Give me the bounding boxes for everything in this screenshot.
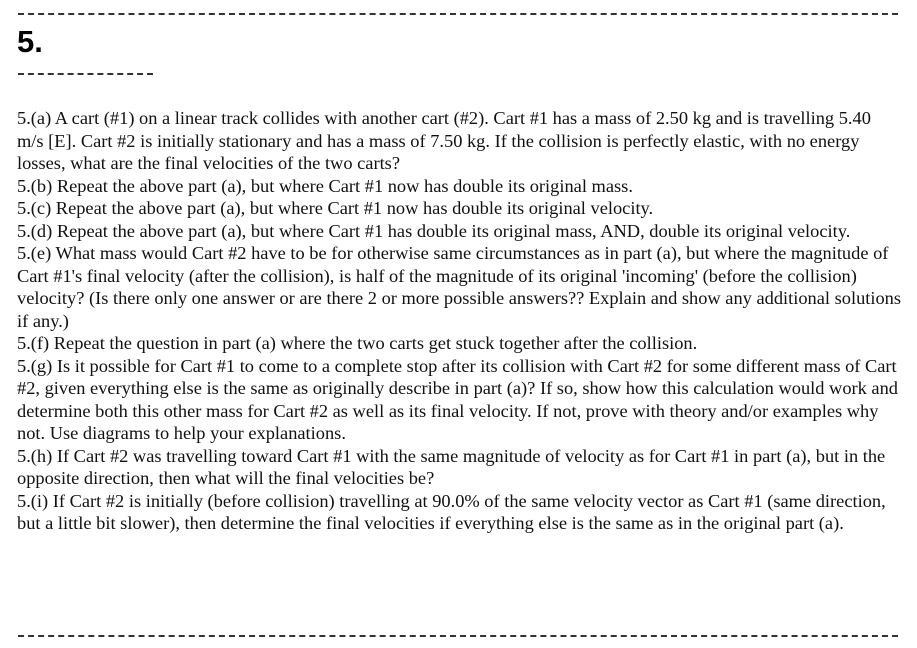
question-body: [17, 107, 902, 535]
question-5g: 5.(g) Is it possible for Cart #1 to come to a complete stop after its collision with Cart #2 for some different mass of Cart #2, given everything else is the same as originally describe in part (a)? If so, show how this calculation would work and determine both this other mass for Cart #2 as well as its final velocity. If not, prove with theory and/or examples why not. Use diagrams to help your explanations.: [17, 355, 898, 443]
question-5i: 5.(i) If Cart #2 is initially (before collision) travelling at 90.0% of the same velocity vector as Cart #1 (same direction, but a little bit slower), then determine the final velocities if everything else is the same as in the original part (a).: [17, 490, 886, 533]
question-5h: 5.(h) If Cart #2 was travelling toward Cart #1 with the same magnitude of velocity as for Cart #1 in part (a), but in the opposite direction, then what will the final velocities be?: [17, 445, 886, 488]
section-number: 5.: [17, 24, 43, 59]
bottom-divider: [18, 635, 898, 637]
question-5d: 5.(d) Repeat the above part (a), but where Cart #1 has double its original mass, AND, double its original velocity.: [17, 220, 851, 241]
question-5c: 5.(c) Repeat the above part (a), but where Cart #1 now has double its original velocity.: [17, 198, 654, 218]
question-5e: 5.(e) What mass would Cart #2 have to be for otherwise same circumstances as in part (a), but where the magnitude of Cart #1's final velocity (after the collision), is half of the magnitude of its original 'incoming' (before the collision) velocity? (Is there only one answer or are there 2 or more possible answers?? Explain and show any additional solutions if any.): [17, 243, 902, 331]
question-5b: 5.(b) Repeat the above part (a), but where Cart #1 now has double its original mass.: [17, 175, 633, 196]
heading-underline-divider: [18, 73, 153, 75]
top-divider: [18, 13, 898, 15]
question-5f: 5.(f) Repeat the question in part (a) where the two carts get stuck together after the collision.: [17, 333, 698, 353]
question-5a: 5.(a) A cart (#1) on a linear track collides with another cart (#2). Cart #1 has a mass of 2.50 kg and is travelling 5.40 m/s [E]. Cart #2 is initially stationary and has a mass of 7.50 kg. If the collision is perfectly elastic, with no energy losses, what are the final velocities of the two carts?: [17, 108, 871, 173]
